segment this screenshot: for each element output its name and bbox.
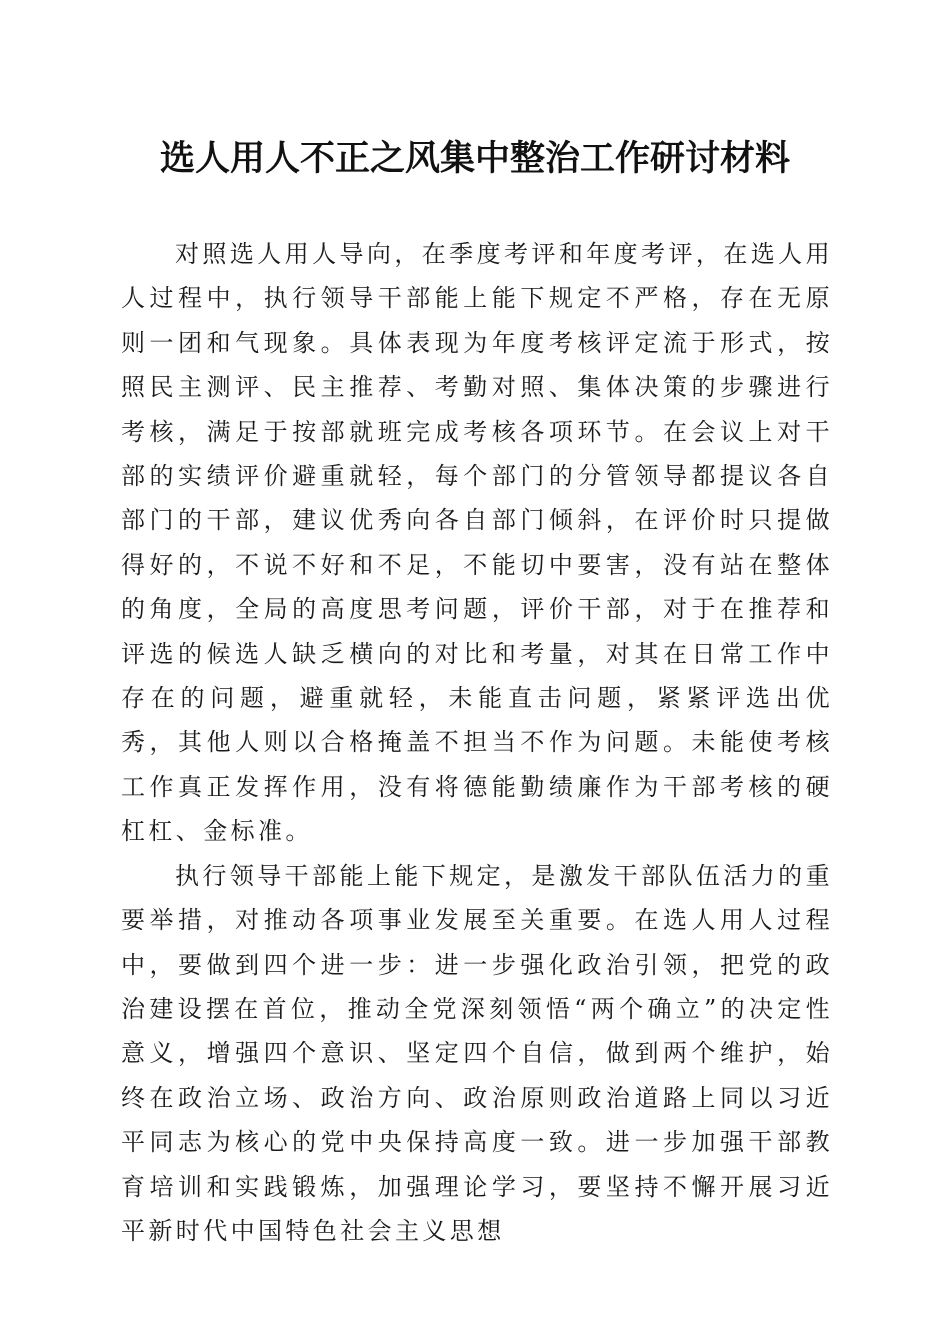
document-title: 选人用人不正之风集中整治工作研讨材料	[159, 138, 790, 179]
paragraph-2: 执行领导干部能上能下规定，是激发干部队伍活力的重要举措，对推动各项事业发展至关重要。在选人用人过程中，要做到四个进一步：进一步强化政治引领，把党的政治建设摆在首位，推动全党深刻领悟“两个确立”的决定性意义，增强四个意识、坚定四个自信，做到两个维护，始终在政治立场、政治方向、政治原则政治道路上同以习近平同志为核心的党中央保持高度一致。进一步加强干部教育培训和实践锻炼，加强理论学习，要坚持不懈开展习近平新时代中国特色社会主义思想	[121, 861, 833, 1245]
document-body	[121, 232, 833, 1253]
paragraph-1: 对照选人用人导向，在季度考评和年度考评，在选人用人过程中，执行领导干部能上能下规定不严格，存在无原则一团和气现象。具体表现为年度考核评定流于形式，按照民主测评、民主推荐、考勤对照、集体决策的步骤进行考核，满足于按部就班完成考核各项环节。在会议上对干部的实绩评价避重就轻，每个部门的分管领导都提议各自部门的干部，建议优秀向各自部门倾斜，在评价时只提做得好的，不说不好和不足，不能切中要害，没有站在整体的角度，全局的高度思考问题，评价干部，对于在推荐和评选的候选人缺乏横向的对比和考量，对其在日常工作中存在的问题，避重就轻，未能直击问题，紧紧评选出优秀，其他人则以合格掩盖不担当不作为问题。未能使考核工作真正发挥作用，没有将德能勤绩廉作为干部考核的硬杠杠、金标准。	[121, 240, 833, 846]
